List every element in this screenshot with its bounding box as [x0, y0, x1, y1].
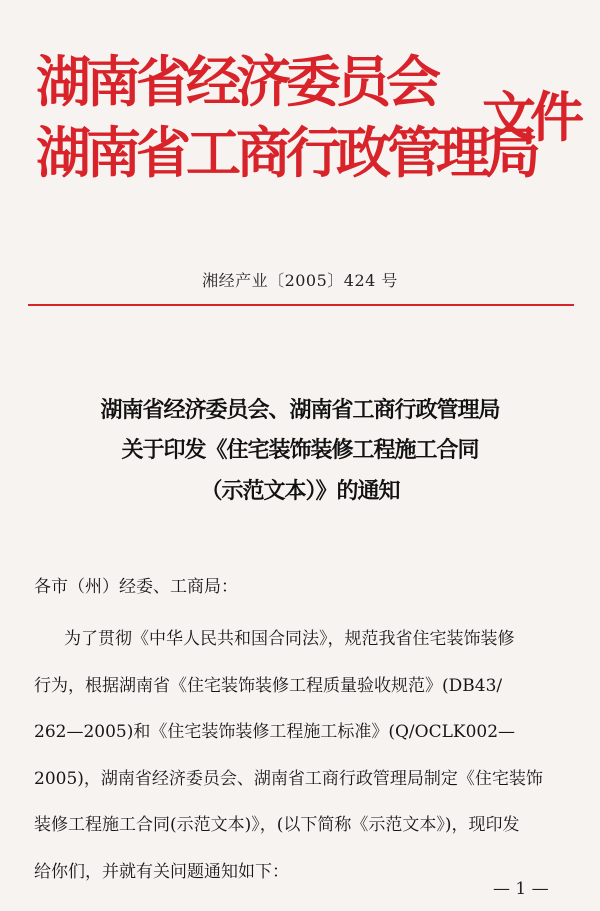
title-line-2: 关于印发《住宅装饰装修工程施工合同 — [121, 438, 479, 463]
body-line: 262—2005)和《住宅装饰装修工程施工标准》(Q/OCLK002— — [34, 722, 516, 742]
document-number: 湘经产业〔2005〕424 号 — [202, 271, 398, 290]
red-divider — [28, 304, 574, 306]
title-line-3: （示范文本）》的通知 — [200, 479, 400, 504]
header-issuer-line-2: 湖南省工商行政管理局 — [36, 121, 537, 185]
body-line: 装修工程施工合同(示范文本)》，(以下简称《示范文本》)，现印发 — [34, 815, 520, 835]
body-line: 2005)，湖南省经济委员会、湖南省工商行政管理局制定《住宅装饰 — [34, 769, 543, 789]
title-line-1: 湖南省经济委员会、湖南省工商行政管理局 — [100, 398, 500, 423]
body-line: 为了贯彻《中华人民共和国合同法》，规范我省住宅装饰装修 — [64, 629, 515, 649]
header-issuer-line-1: 湖南省经济委员会 — [36, 50, 437, 114]
page-number: — 1 — — [493, 879, 549, 899]
header-document-suffix: 文件 — [482, 86, 578, 149]
body-line: 给你们，并就有关问题通知如下： — [34, 862, 289, 882]
salutation: 各市（州）经委、工商局： — [34, 577, 238, 597]
body-line: 行为，根据湖南省《住宅装饰装修工程质量验收规范》(DB43/ — [34, 676, 503, 696]
